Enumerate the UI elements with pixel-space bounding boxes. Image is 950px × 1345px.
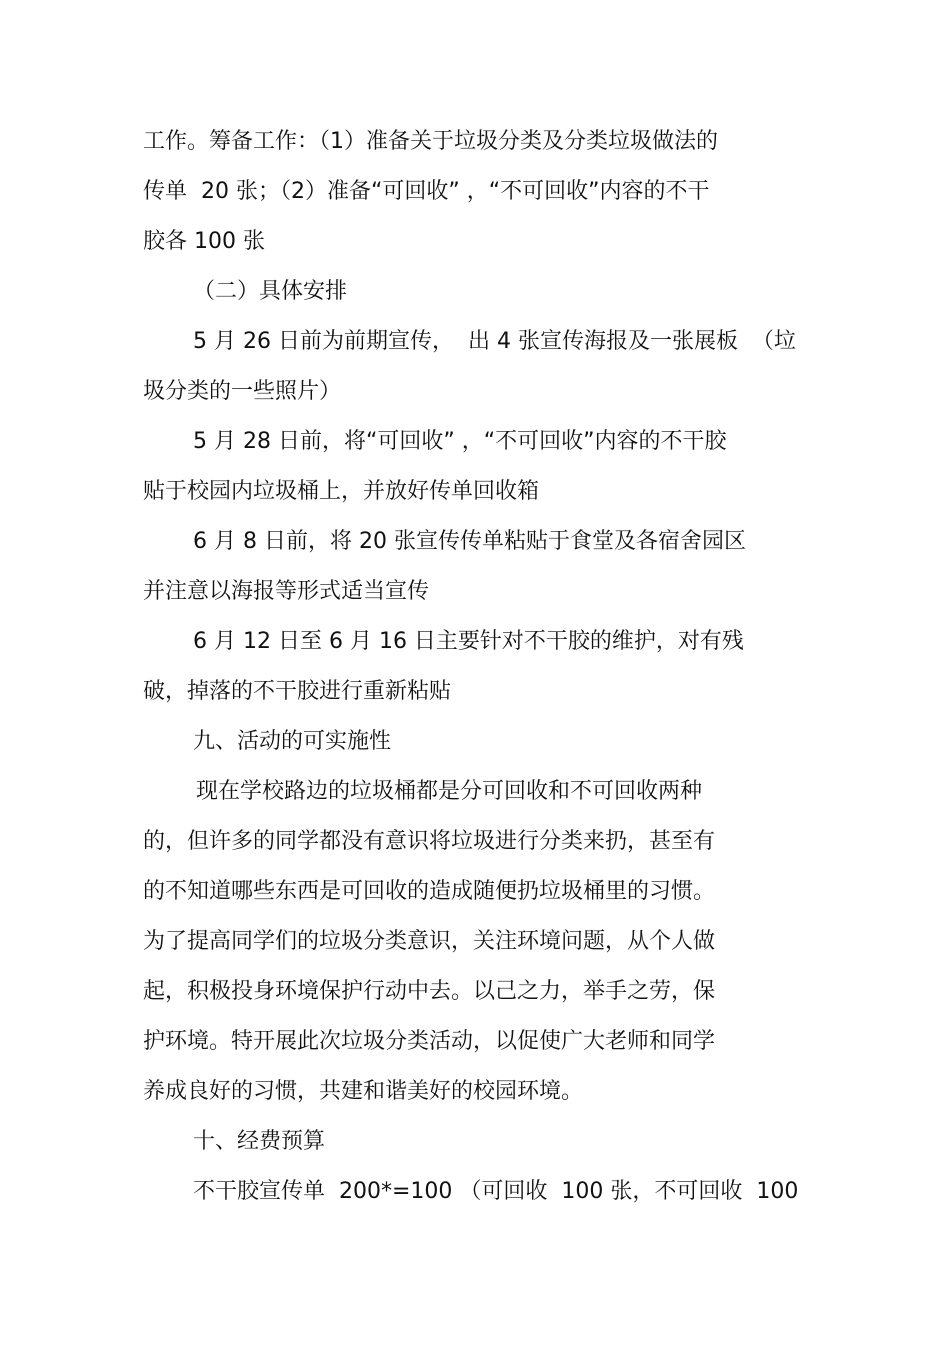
text-line: 5 月 26 日前为前期宣传， 出 4 张宣传海报及一张展板 （垃 [193,329,796,354]
text-line: 现在学校路边的垃圾桶都是分可回收和不可回收两种 [196,779,703,804]
text-line: 6 月 8 日前，将 20 张宣传传单粘贴于食堂及各宿舍园区 [193,529,746,554]
section-heading: 十、经费预算 [193,1129,326,1154]
text-line: 破，掉落的不干胶进行重新粘贴 [143,679,452,704]
section-subheading: （二）具体安排 [193,279,348,304]
text-line: 不干胶宣传单 200*=100 （可回收 100 张，不可回收 100 [193,1179,799,1204]
text-line: 的，但许多的同学都没有意识将垃圾进行分类来扔，甚至有 [143,829,716,854]
text-line: 养成良好的习惯，共建和谐美好的校园环境。 [143,1079,584,1104]
text-line: 的不知道哪些东西是可回收的造成随便扔垃圾桶里的习惯。 [143,879,716,904]
text-line: 为了提高同学们的垃圾分类意识，关注环境问题，从个人做 [143,929,716,954]
text-line: 起，积极投身环境保护行动中去。以己之力，举手之劳，保 [143,979,716,1004]
text-line: 6 月 12 日至 6 月 16 日主要针对不干胶的维护，对有残 [193,629,744,654]
text-line: 圾分类的一些照片） [143,379,342,404]
text-line: 传单 20 张；（2）准备“可回收” ，“不可回收”内容的不干 [143,179,710,204]
text-line: 工作。筹备工作：（1）准备关于垃圾分类及分类垃圾做法的 [143,129,718,154]
text-line: 5 月 28 日前，将“可回收” ，“不可回收”内容的不干胶 [193,429,727,454]
section-heading: 九、活动的可实施性 [193,729,392,754]
text-line: 护环境。特开展此次垃圾分类活动，以促使广大老师和同学 [143,1029,716,1054]
text-line: 并注意以海报等形式适当宣传 [143,579,430,604]
text-line: 贴于校园内垃圾桶上，并放好传单回收箱 [143,479,540,504]
text-line: 胶各 100 张 [143,229,265,254]
